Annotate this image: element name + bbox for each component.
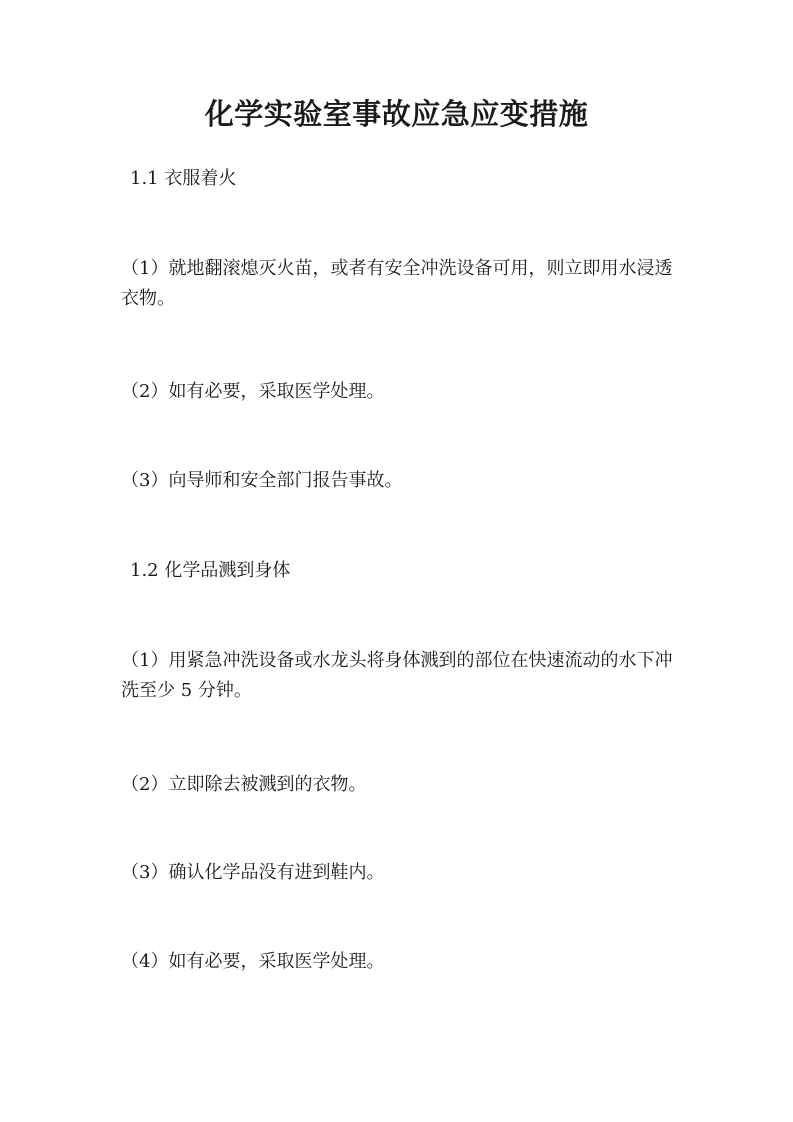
paragraph-1-2-item-2: （2）立即除去被溅到的衣物。: [121, 774, 367, 795]
paragraph-1-2-item-1: （1）用紧急冲洗设备或水龙头将身体溅到的部位在快速流动的水下冲洗至少 5 分钟。: [121, 650, 673, 701]
paragraph-1-1-item-3: （3）向导师和安全部门报告事故。: [121, 470, 403, 491]
section-heading-1-2: 1.2 化学品溅到身体: [130, 560, 291, 581]
section-heading-1-1: 1.1 衣服着火: [130, 168, 237, 189]
paragraph-1-1-item-1: （1）就地翻滚熄灭火苗，或者有安全冲洗设备可用，则立即用水浸透衣物。: [121, 258, 673, 309]
document-title: 化学实验室事故应急应变措施: [204, 97, 589, 131]
paragraph-1-2-item-3: （3）确认化学品没有进到鞋内。: [121, 862, 385, 883]
paragraph-1-1-item-2: （2）如有必要，采取医学处理。: [121, 381, 385, 402]
paragraph-1-2-item-4: （4）如有必要，采取医学处理。: [121, 951, 385, 972]
